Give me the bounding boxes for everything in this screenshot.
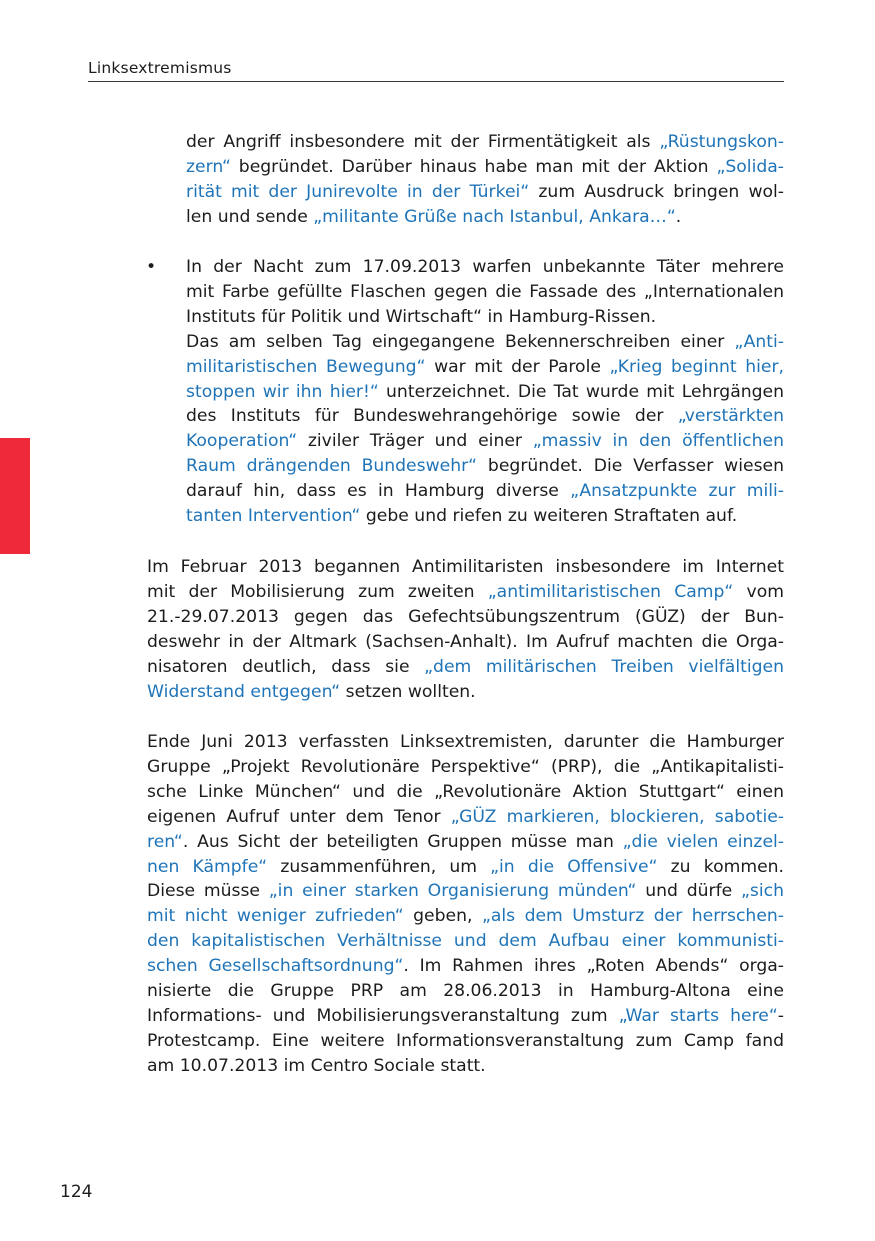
quoted-text: „Ansatzpunkte zur mili- — [570, 481, 784, 502]
text-line — [147, 780, 784, 805]
paragraph-1 — [186, 130, 784, 230]
quoted-text: „Krieg beginnt hier, — [609, 356, 784, 377]
running-header — [88, 59, 784, 82]
text-line — [147, 730, 784, 755]
quoted-text: rität mit der Junirevolte in der Türkei“ — [186, 181, 530, 202]
text-line — [147, 1004, 784, 1029]
text-run: nisatoren deutlich, dass sie — [147, 656, 425, 677]
text-run: 21.-29.07.2013 gegen das Gefechtsübungszentrum (GÜZ) der Bun- — [147, 606, 784, 627]
text-run: mit Farbe gefüllte Flaschen gegen die Fassade des „Internationalen — [186, 281, 784, 302]
text-line — [186, 404, 784, 429]
text-run: eigenen Aufruf unter dem Tenor — [147, 806, 451, 827]
text-run: Das am selben Tag eingegangene Bekennerschreiben einer — [186, 331, 735, 352]
quoted-text: „als dem Umsturz der herrschen- — [481, 906, 784, 927]
quoted-text: mit nicht weniger zufrieden“ — [147, 906, 404, 927]
quoted-text: „sich — [740, 881, 784, 902]
quoted-text: „GÜZ markieren, blockieren, sabotie- — [450, 806, 784, 827]
header-title: Linksextremismus — [88, 59, 232, 77]
text-line — [147, 954, 784, 979]
text-run: len und sende — [186, 206, 314, 227]
paragraph-bullet — [186, 255, 784, 529]
text-line — [186, 255, 784, 280]
text-run: . — [675, 206, 682, 227]
text-line — [147, 655, 784, 680]
text-line — [186, 504, 784, 529]
page-number: 124 — [60, 1182, 93, 1202]
text-line — [186, 305, 784, 330]
quoted-text: „in die Offensive“ — [490, 856, 658, 877]
text-line — [186, 155, 784, 180]
text-line — [147, 605, 784, 630]
text-line — [186, 429, 784, 454]
text-line — [147, 755, 784, 780]
text-run: begründet. Die Verfasser wiesen — [477, 456, 784, 477]
text-run: darauf hin, dass es in Hamburg diverse — [186, 481, 571, 502]
text-run: - — [777, 1005, 784, 1026]
text-line — [186, 180, 784, 205]
text-run: nisierte die Gruppe PRP am 28.06.2013 in Hamburg-Altona eine — [147, 981, 784, 1002]
quoted-text: „Rüstungskon- — [659, 132, 784, 152]
text-line — [147, 1029, 784, 1054]
text-line — [186, 205, 784, 230]
text-run: mit der Mobilisierung zum zweiten — [147, 581, 488, 602]
text-line — [186, 380, 784, 405]
text-run: gebe und riefen zu weiteren Straftaten auf. — [360, 506, 738, 527]
text-run: der Angriff insbesondere mit der Firmentätigkeit als — [186, 132, 660, 152]
bullet-icon: • — [146, 257, 157, 277]
text-run: des Instituts für Bundeswehrangehörige sowie der — [186, 406, 678, 427]
quoted-text: tanten Intervention“ — [186, 506, 361, 527]
quoted-text: „Anti- — [734, 331, 784, 352]
text-run: . Aus Sicht der beteiligten Gruppen müsse man — [182, 831, 623, 852]
quoted-text: Raum drängenden Bundeswehr“ — [186, 456, 478, 477]
text-line — [147, 680, 784, 705]
quoted-text: Kooperation“ — [186, 431, 298, 452]
quoted-text: „militante Grüße nach Istanbul, Ankara…“ — [313, 206, 676, 227]
text-run: war mit der Parole — [425, 356, 610, 377]
text-line — [147, 929, 784, 954]
quoted-text: „dem militärischen Treiben vielfältigen — [424, 656, 784, 677]
text-line — [147, 830, 784, 855]
quoted-text: zern“ — [186, 156, 231, 177]
text-line — [147, 555, 784, 580]
text-run: deswehr in der Altmark (Sachsen-Anhalt). Im Aufruf machten die Orga- — [147, 631, 784, 652]
text-run: geben, — [403, 906, 482, 927]
chapter-tab-marker — [0, 438, 30, 554]
quoted-text: „verstärkten — [677, 406, 784, 427]
text-line — [147, 855, 784, 880]
quoted-text: schen Gesellschaftsordnung“ — [147, 956, 404, 977]
text-run: und dürfe — [636, 881, 741, 902]
text-line — [186, 454, 784, 479]
text-run: setzen wollten. — [340, 681, 476, 702]
text-line — [147, 904, 784, 929]
text-run: zu kommen. — [657, 856, 784, 877]
paragraph-3 — [147, 555, 784, 704]
text-run: Informations- und Mobilisierungsveranstaltung zum — [147, 1005, 619, 1026]
text-line — [186, 479, 784, 504]
text-run: Im Februar 2013 begannen Antimilitaristen insbesondere im Internet — [147, 557, 784, 577]
text-line — [186, 280, 784, 305]
quoted-text: den kapitalistischen Verhältnisse und dem Aufbau einer kommunisti- — [147, 931, 784, 952]
text-run: unterzeichnet. Die Tat wurde mit Lehrgängen — [378, 381, 784, 402]
text-run: Gruppe „Projekt Revolutionäre Perspektive“ (PRP), die „Antikapitalisti- — [147, 756, 784, 777]
quoted-text: „in einer starken Organisierung münden“ — [268, 881, 637, 902]
quoted-text: nen Kämpfe“ — [147, 856, 268, 877]
text-run: am 10.07.2013 im Centro Sociale statt. — [147, 1055, 486, 1076]
text-run: zusammenführen, um — [267, 856, 491, 877]
text-line — [147, 805, 784, 830]
text-run: Protestcamp. Eine weitere Informationsveranstaltung zum Camp fand — [147, 1030, 784, 1051]
quoted-text: ren“ — [147, 831, 183, 852]
text-run: zum Ausdruck bringen wol- — [529, 181, 784, 202]
text-run: ziviler Träger und einer — [297, 431, 533, 452]
text-line — [186, 355, 784, 380]
text-line — [147, 580, 784, 605]
text-line — [147, 630, 784, 655]
text-line — [147, 979, 784, 1004]
text-run: begründet. Darüber hinaus habe man mit der Aktion — [230, 156, 717, 177]
quoted-text: „massiv in den öffentlichen — [532, 431, 784, 452]
paragraph-4 — [147, 730, 784, 1079]
text-run: Ende Juni 2013 verfassten Linksextremisten, darunter die Hamburger — [147, 732, 784, 752]
quoted-text: „Solida- — [716, 156, 784, 177]
quoted-text: Widerstand entgegen“ — [147, 681, 341, 702]
text-line — [147, 1054, 784, 1079]
text-run: . Im Rahmen ihres „Roten Abends“ orga- — [403, 956, 784, 977]
quoted-text: stoppen wir ihn hier!“ — [186, 381, 379, 402]
text-line — [186, 130, 784, 155]
text-run: Instituts für Politik und Wirtschaft“ in Hamburg-Rissen. — [186, 306, 657, 327]
quoted-text: „antimilitaristischen Camp“ — [487, 581, 734, 602]
text-line — [186, 330, 784, 355]
text-line — [147, 879, 784, 904]
text-run: sche Linke München“ und die „Revolutionäre Aktion Stuttgart“ einen — [147, 781, 784, 802]
quoted-text: militaristischen Bewegung“ — [186, 356, 426, 377]
text-run: Diese müsse — [147, 881, 269, 902]
quoted-text: „War starts here“ — [618, 1005, 778, 1026]
text-run: In der Nacht zum 17.09.2013 warfen unbekannte Täter mehrere — [186, 257, 784, 277]
text-run: vom — [733, 581, 784, 602]
quoted-text: „die vielen einzel- — [622, 831, 784, 852]
